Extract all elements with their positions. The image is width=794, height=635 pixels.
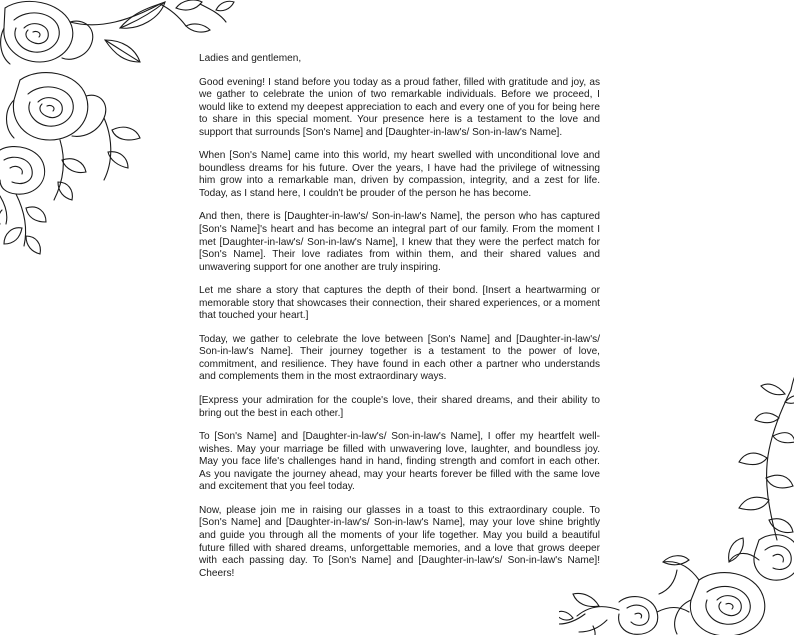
speech-text	[199, 53, 600, 591]
greeting: Ladies and gentlemen,	[199, 53, 302, 64]
paragraph-6: [Express your admiration for the couple's love, their shared dreams, and their ability to bring out the best in each other.]	[199, 395, 600, 419]
paragraph-7: To [Son's Name] and [Daughter-in-law's/ Son-in-law's Name], I offer my heartfelt well-wishes. May your marriage be filled with unwavering love, laughter, and boundless joy. May you face life's challenges hand in hand, finding strength and comfort in each other. As you navigate the journey ahead, may your hearts forever be filled with the same love and excitement that you feel today.	[199, 431, 600, 493]
paragraph-3: And then, there is [Daughter-in-law's/ Son-in-law's Name], the person who has captured [Son's Name]'s heart and has become an integral part of our family. From the moment I met [Daughter-in-law's/ Son-in-law's Name], I knew that they were the perfect match for [Son's Name]. Their love radiates from within them, and their shared values and unwavering support for one another are truly inspiring.	[199, 211, 600, 273]
paragraph-5: Today, we gather to celebrate the love between [Son's Name] and [Daughter-in-law's/ Son-in-law's Name]. Their journey together is a testament to the power of love, commitment, and resilience. They have found in each other a partner who understands and complements them in the most extraordinary ways.	[199, 333, 600, 383]
paragraph-4: Let me share a story that captures the depth of their bond. [Insert a heartwarming or memorable story that showcases their connection, their shared experiences, or a moment that touched your heart.]	[199, 285, 600, 322]
paragraph-8: Now, please join me in raising our glasses in a toast to this extraordinary couple. To [Son's Name] and [Daughter-in-law's/ Son-in-law's Name], may your love shine brightly and guide you through all the moments of your life together. May you build a beautiful future filled with shared dreams, unforgettable memories, and a love that grows deeper with each passing day. To [Son's Name] and [Daughter-in-law's/ Son-in-law's Name]! Cheers!	[199, 504, 600, 579]
paragraph-2: When [Son's Name] came into this world, my heart swelled with unconditional love and boundless dreams for his future. Over the years, I have had the privilege of witnessing him grow into a remarkable man, driven by compassion, integrity, and a zest for life. Today, as I stand here, I couldn't be prouder of the person he has become.	[199, 150, 600, 199]
paragraph-1: Good evening! I stand before you today as a proud father, filled with gratitude and joy, as we gather to celebrate the union of two remarkable individuals. Before we proceed, I would like to extend my deepest appreciation to each and every one of you for being here to share in this special moment. Your presence here is a testament to the love and support that surrounds [Son's Name] and [Daughter-in-law's/ Son-in-law's Name].	[199, 76, 600, 138]
